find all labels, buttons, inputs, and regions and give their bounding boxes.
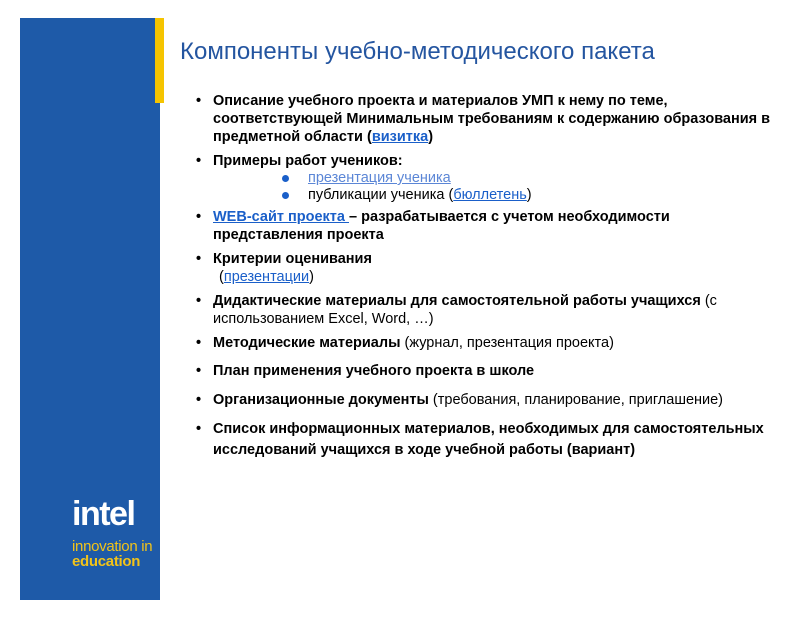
left-sidebar-panel (20, 18, 160, 600)
item-text: План применения учебного проекта в школе (213, 363, 535, 379)
link-bulletin[interactable]: бюллетень (453, 187, 527, 203)
sub-bullet-dot (282, 175, 289, 182)
link-website[interactable]: WEB-сайт проекта (213, 209, 349, 225)
item-paren-open: ( (219, 269, 224, 285)
item-text-normal: (требования, планирование, приглашение) (428, 392, 724, 408)
item-text-tail: ) (428, 129, 434, 145)
item-text: – разрабатывается с учетом необходимости представления проекта (213, 209, 670, 243)
link-presentations[interactable]: презентации (223, 269, 310, 285)
link-student-presentation[interactable]: презентация ученика (308, 170, 451, 186)
list-item-info-materials (196, 419, 776, 461)
sub-item-student-publications (196, 187, 776, 204)
sub-item-text-tail: ) (526, 187, 532, 203)
item-text: Организационные документы (213, 392, 429, 408)
yellow-accent-bar (155, 18, 164, 103)
item-text: Список информационных материалов, необходимых для самостоятельных исследований учащихся в ходе учебной работы (вариант) (213, 421, 764, 458)
item-text-normal: (журнал, презентация проекта) (400, 335, 614, 351)
list-item-description (196, 92, 776, 146)
slide-title: Компоненты учебно-методического пакета (180, 38, 655, 65)
item-text-normal: (с использованием Excel, Word, …) (213, 293, 717, 327)
item-text: Примеры работ учеников: (213, 153, 403, 169)
item-text: Дидактические материалы для самостоятельной работы учащихся (213, 293, 701, 309)
item-text: Описание учебного проекта и материалов УМП к нему по теме, соответствующей Минимальным требованиям к содержанию образования в предметной области ( (213, 93, 771, 145)
item-text: Критерии оценивания (213, 251, 372, 267)
logo-tagline-line2: education (72, 553, 141, 570)
list-item-website (196, 208, 776, 244)
list-item-org-docs (196, 390, 776, 411)
intel-logo (72, 497, 152, 570)
item-paren-close: ) (309, 269, 314, 285)
sub-item-text: публикации ученика ( (308, 187, 454, 203)
item-text: Методические материалы (213, 335, 401, 351)
intel-logo-wordmark: intel (72, 495, 135, 533)
link-vizitka[interactable]: визитка (371, 129, 429, 145)
list-item-student-works (196, 152, 776, 170)
logo-tagline-line1: innovation in (72, 538, 153, 555)
sub-bullet-dot (282, 192, 289, 199)
list-item-criteria (196, 250, 776, 286)
sub-item-student-presentation (196, 170, 776, 187)
list-item-didactic (196, 292, 776, 328)
bullet-list (196, 92, 776, 461)
list-item-plan (196, 362, 776, 380)
list-item-methodical (196, 334, 776, 352)
